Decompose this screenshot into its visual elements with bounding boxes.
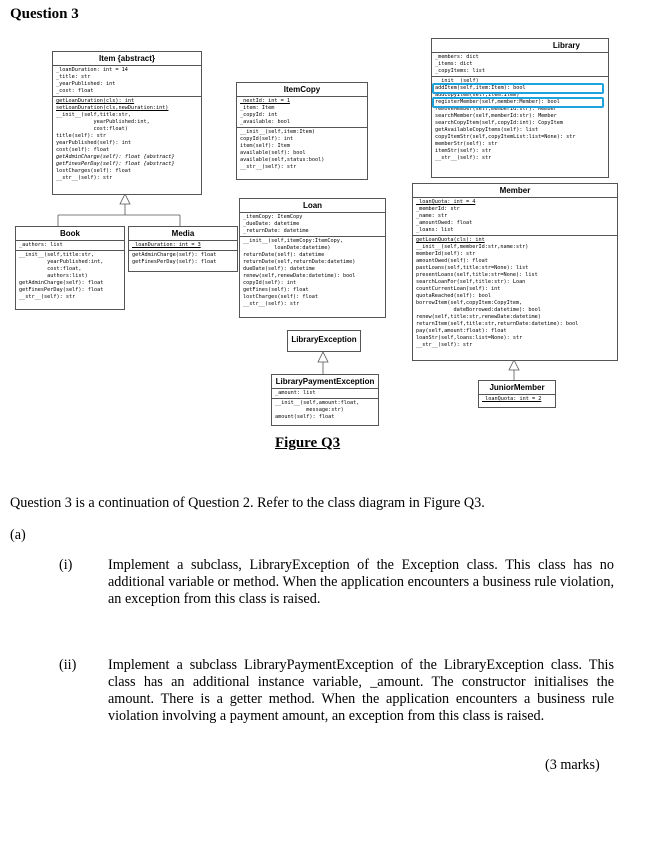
method-init-cont1: yearPublished:int, <box>56 119 150 125</box>
method-borrow-item-cont: dateBorrowed:datetime): bool <box>416 307 541 313</box>
attr-loans: _loans: list <box>416 227 454 233</box>
method-item-str: itemStr(self): str <box>435 148 492 154</box>
librarypaymentexception-class-box <box>271 374 379 426</box>
method-get-admin-charge: getAdminCharge(self): float <box>132 252 217 258</box>
attr-cost: _cost: float <box>56 88 94 94</box>
method-init: __init__(self,item:Item) <box>240 129 315 135</box>
method-init-cont: message:str) <box>275 407 344 413</box>
inheritance-arrow-libexc <box>318 352 328 362</box>
method-quota-reached: quotaReached(self): bool <box>416 293 491 299</box>
attr-amount: _amount: list <box>275 390 316 396</box>
method-get-available-copy-items: getAvailableCopyItems(self): list <box>435 127 539 133</box>
method-init: __init__(self,title:str, <box>56 112 131 118</box>
librarypaymentexception-methods <box>272 399 378 422</box>
attr-year-published: _yearPublished: int <box>56 81 116 87</box>
member-attributes <box>413 198 617 236</box>
loan-attributes <box>240 213 385 237</box>
sub-ii-number: (ii) <box>59 657 77 673</box>
item-class-box <box>52 51 202 195</box>
method-get-loan-quota: getLoanQuota(cls): int <box>416 237 485 243</box>
itemcopy-methods <box>237 128 367 172</box>
method-init: __init__(self) <box>435 78 479 84</box>
method-remove-member: removeMember(self,memberId:str): Member <box>435 106 557 112</box>
method-copy-id: copyId(self): int <box>243 280 297 286</box>
attr-member-id: _memberId: str <box>416 206 460 212</box>
attr-loan-quota: _loanQuota: int = 4 <box>416 199 476 205</box>
method-present-loans: presentLoans(self,title:str=None): list <box>416 272 538 278</box>
attr-amount-owed: _amountOwed: float <box>416 220 473 226</box>
method-str: __str__(self): str <box>19 294 76 300</box>
highlight-add-item <box>432 83 604 94</box>
method-str: __str__(self): str <box>240 164 297 170</box>
juniormember-attributes <box>479 395 555 404</box>
media-class-title: Media <box>129 227 237 241</box>
method-init: __init__(self,memberId:str,name:str) <box>416 244 529 250</box>
attr-copy-items: _copyItems: list <box>435 68 485 74</box>
method-return-item: returnItem(self,title:str,returnDate:datetime): bool <box>416 321 579 327</box>
method-title: title(self): str <box>56 133 106 139</box>
method-available-set: available(self,status:bool) <box>240 157 325 163</box>
librarypaymentexception-class-title: LibraryPaymentException <box>272 375 378 389</box>
media-methods <box>129 251 237 267</box>
method-init: __init__(self,amount:float, <box>275 400 360 406</box>
method-copy-id: copyId(self): int <box>240 136 294 142</box>
method-search-copy-item: searchCopyItem(self,copyId:int): CopyItem <box>435 120 564 126</box>
method-get-fines-per-day: getFinesPerDay(self): float <box>19 287 104 293</box>
attr-loan-quota: _loanQuota: int = 2 <box>482 396 542 402</box>
method-str: __str__(self): str <box>243 301 300 307</box>
inheritance-arrow-item <box>120 194 130 204</box>
method-available-get: available(self): bool <box>240 150 306 156</box>
method-item: item(self): Item <box>240 143 290 149</box>
method-amount: amount(self): float <box>275 414 335 420</box>
item-class-title: Item {abstract} <box>53 52 201 66</box>
method-init-cont1: yearPublished:int, <box>19 259 104 265</box>
method-return-date-get: returnDate(self): datetime <box>243 252 325 258</box>
method-renew: renew(self,renewDate:datetime): bool <box>243 273 356 279</box>
method-member-id: memberId(self): str <box>416 251 476 257</box>
question-heading: Question 3 <box>10 6 79 22</box>
book-class-box <box>15 226 125 310</box>
juniormember-class-box <box>478 380 556 408</box>
attr-copy-id: _copyId: int <box>240 112 278 118</box>
marks-label: (3 marks) <box>545 757 600 773</box>
juniormember-class-title: JuniorMember <box>479 381 555 395</box>
attr-item: _item: Item <box>240 105 275 111</box>
loan-class-title: Loan <box>240 199 385 213</box>
book-methods <box>16 251 124 302</box>
sub-i-number: (i) <box>59 557 73 573</box>
attr-items: _items: dict <box>435 61 473 67</box>
method-init-cont2: cost:float) <box>56 126 128 132</box>
intro-text: Question 3 is a continuation of Question 2. Refer to the class diagram in Figure Q3. <box>10 495 485 511</box>
method-get-fines-per-day: getFinesPerDay(self): float <box>132 259 217 265</box>
method-borrow-item: borrowItem(self,copyItem:CopyItem, <box>416 300 523 306</box>
sub-i-text: Implement a subclass, LibraryException of the Exception class. This class has no additional variable or method. When the application encounters a business rule violation, an exception from this class is raised. <box>108 557 614 607</box>
method-init-cont3: authors:list) <box>19 273 88 279</box>
method-get-admin-charge: getAdminCharge(self): float <box>19 280 104 286</box>
book-attributes <box>16 241 124 251</box>
item-methods <box>53 97 201 183</box>
libraryexception-class-title: LibraryException <box>291 335 357 344</box>
method-set-loan-duration: setLoanDuration(cls,newDuration:int) <box>56 105 169 111</box>
method-lost-charges: lostCharges(self): float <box>243 294 318 300</box>
attr-authors: _authors: list <box>19 242 63 248</box>
attr-loan-duration: _loanDuration: int = 3 <box>132 242 201 248</box>
method-copy-item-str: copyItemStr(self,copyItemList:list=None): str <box>435 134 576 140</box>
attr-item-copy: _itemCopy: ItemCopy <box>243 214 303 220</box>
method-init: __init__(self,title:str, <box>19 252 94 258</box>
method-register-member: registerMember(self,member:Member): bool <box>435 99 560 105</box>
method-search-member: searchMember(self,memberId:str): Member <box>435 113 557 119</box>
library-class-box <box>431 38 609 178</box>
book-class-title: Book <box>16 227 124 241</box>
attr-due-date: _dueDate: datetime <box>243 221 300 227</box>
attr-loan-duration: _loanDuration: int = 14 <box>56 67 128 73</box>
member-class-title: Member <box>413 184 617 198</box>
method-renew: renew(self,title:str,renewDate:datetime) <box>416 314 541 320</box>
attr-members: _members: dict <box>435 54 479 60</box>
method-year-published: yearPublished(self): int <box>56 140 131 146</box>
figure-caption: Figure Q3 <box>275 435 341 451</box>
itemcopy-class-title: ItemCopy <box>237 83 367 97</box>
method-add-item: addItem(self,item:Item): bool <box>435 85 526 91</box>
libraryexception-class-box <box>287 330 361 352</box>
attr-name: _name: str <box>416 213 448 219</box>
method-cost: cost(self): float <box>56 147 110 153</box>
method-lost-charges: lostCharges(self): float <box>56 168 131 174</box>
loan-methods <box>240 237 385 309</box>
method-get-loan-duration: getLoanDuration(cls): int <box>56 98 135 104</box>
method-amount-owed: amountOwed(self): float <box>416 258 488 264</box>
method-get-admin-charge: getAdminCharge(self): float {abstract} <box>56 154 175 160</box>
itemcopy-class-box <box>236 82 368 180</box>
method-add-copy-item: addCopyItem(self,item:Item) <box>435 92 520 98</box>
attr-return-date: _returnDate: datetime <box>243 228 309 234</box>
librarypaymentexception-attributes <box>272 389 378 399</box>
method-init: __init__(self,itemCopy:ItemCopy, <box>243 238 343 244</box>
highlight-register-member <box>432 97 604 108</box>
media-attributes <box>129 241 237 251</box>
attr-next-id: _nextId: int = 1 <box>240 98 290 104</box>
method-return-date-set: returnDate(self,returnDate:datetime) <box>243 259 356 265</box>
method-count-current-loan: countCurrentLoan(self): int <box>416 286 501 292</box>
item-attributes <box>53 66 201 97</box>
inheritance-arrow-member <box>509 360 519 370</box>
attr-title: _title: str <box>56 74 91 80</box>
method-past-loans: pastLoans(self,title:str=None): list <box>416 265 529 271</box>
method-get-fines: getFines(self): float <box>243 287 309 293</box>
method-str: __str__(self): str <box>435 155 492 161</box>
library-class-title: Library <box>432 39 608 53</box>
method-get-fines-per-day: getFinesPerDay(self): float {abstract} <box>56 161 175 167</box>
method-due-date: dueDate(self): datetime <box>243 266 315 272</box>
method-str: __str__(self): str <box>56 175 113 181</box>
attr-available: _available: bool <box>240 119 290 125</box>
method-init-cont: loanDate:datetime) <box>243 245 331 251</box>
method-init-cont2: cost:float, <box>19 266 82 272</box>
part-label: (a) <box>10 527 26 543</box>
method-member-str: memberStr(self): str <box>435 141 498 147</box>
loan-class-box <box>239 198 386 318</box>
method-search-loan-for: searchLoanFor(self,title:str): Loan <box>416 279 526 285</box>
sub-ii-text: Implement a subclass LibraryPaymentException of the LibraryException class. This class has an additional instance variable, _amount. The constructor initialises the amount. There is a getter method. When the application encounters a business rule violation involving a payment amount, an exception from this class is raised. <box>108 657 614 724</box>
member-methods <box>413 236 617 350</box>
method-loan-str: loanStr(self,loans:list=None): str <box>416 335 523 341</box>
media-class-box <box>128 226 238 272</box>
member-class-box <box>412 183 618 361</box>
library-attributes <box>432 53 608 77</box>
method-pay: pay(self,amount:float): float <box>416 328 507 334</box>
itemcopy-attributes <box>237 97 367 128</box>
method-str: __str__(self): str <box>416 342 473 348</box>
